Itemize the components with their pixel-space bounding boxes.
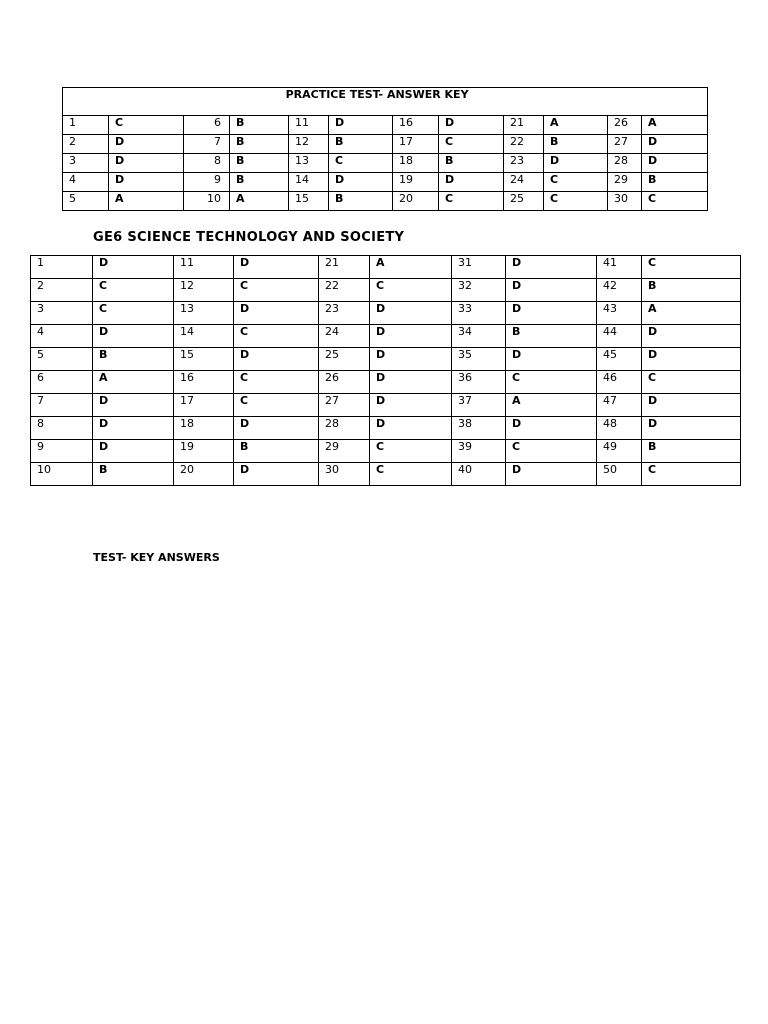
table-row	[31, 348, 741, 371]
question-number-cell: 11	[174, 256, 234, 279]
answer-cell: C	[329, 154, 393, 173]
answer-cell: C	[642, 371, 741, 394]
ge6-section-heading: GE6 SCIENCE TECHNOLOGY AND SOCIETY	[93, 230, 405, 245]
question-number-cell: 12	[289, 135, 329, 154]
answer-cell: A	[230, 192, 289, 211]
answer-cell: B	[642, 440, 741, 463]
answer-cell: A	[370, 256, 452, 279]
question-number-cell: 8	[31, 417, 93, 440]
question-number-cell: 23	[319, 302, 370, 325]
answer-cell: D	[370, 348, 452, 371]
answer-cell: C	[544, 192, 608, 211]
answer-cell: B	[642, 279, 741, 302]
question-number-cell: 14	[289, 173, 329, 192]
question-number-cell: 8	[184, 154, 230, 173]
answer-cell: D	[234, 417, 319, 440]
table-row	[31, 256, 741, 279]
question-number-cell: 10	[31, 463, 93, 486]
question-number-cell: 15	[174, 348, 234, 371]
question-number-cell: 9	[184, 173, 230, 192]
answer-cell: D	[234, 463, 319, 486]
answer-cell: D	[370, 371, 452, 394]
question-number-cell: 18	[393, 154, 439, 173]
question-number-cell: 28	[608, 154, 642, 173]
answer-cell: C	[642, 463, 741, 486]
question-number-cell: 32	[452, 279, 506, 302]
question-number-cell: 42	[597, 279, 642, 302]
answer-cell: D	[93, 256, 174, 279]
table-row	[63, 116, 708, 135]
test-key-heading: TEST- KEY ANSWERS	[93, 551, 220, 564]
question-number-cell: 47	[597, 394, 642, 417]
question-number-cell: 29	[608, 173, 642, 192]
question-number-cell: 3	[63, 154, 109, 173]
question-number-cell: 24	[319, 325, 370, 348]
question-number-cell: 10	[184, 192, 230, 211]
table-row	[63, 135, 708, 154]
question-number-cell: 50	[597, 463, 642, 486]
answer-cell: C	[506, 440, 597, 463]
answer-cell: D	[93, 325, 174, 348]
question-number-cell: 24	[504, 173, 544, 192]
answer-cell: D	[642, 325, 741, 348]
answer-cell: D	[234, 256, 319, 279]
answer-cell: D	[93, 394, 174, 417]
question-number-cell: 18	[174, 417, 234, 440]
answer-cell: B	[230, 173, 289, 192]
table-row	[63, 154, 708, 173]
question-number-cell: 2	[31, 279, 93, 302]
question-number-cell: 45	[597, 348, 642, 371]
table-row	[31, 302, 741, 325]
table-row	[31, 463, 741, 486]
question-number-cell: 23	[504, 154, 544, 173]
question-number-cell: 26	[319, 371, 370, 394]
question-number-cell: 48	[597, 417, 642, 440]
question-number-cell: 30	[608, 192, 642, 211]
question-number-cell: 25	[504, 192, 544, 211]
question-number-cell: 41	[597, 256, 642, 279]
answer-cell: D	[642, 417, 741, 440]
answer-cell: B	[544, 135, 608, 154]
answer-cell: D	[329, 173, 393, 192]
question-number-cell: 33	[452, 302, 506, 325]
question-number-cell: 22	[504, 135, 544, 154]
question-number-cell: 2	[63, 135, 109, 154]
answer-cell: B	[329, 135, 393, 154]
answer-cell: D	[506, 302, 597, 325]
question-number-cell: 20	[174, 463, 234, 486]
answer-cell: B	[93, 348, 174, 371]
table-row	[63, 173, 708, 192]
answer-cell: B	[329, 192, 393, 211]
answer-cell: A	[642, 116, 708, 135]
answer-cell: D	[109, 173, 184, 192]
answer-cell: D	[506, 256, 597, 279]
answer-cell: C	[234, 371, 319, 394]
question-number-cell: 12	[174, 279, 234, 302]
answer-cell: C	[234, 279, 319, 302]
answer-cell: D	[370, 394, 452, 417]
question-number-cell: 25	[319, 348, 370, 371]
question-number-cell: 26	[608, 116, 642, 135]
answer-cell: C	[234, 394, 319, 417]
table-row	[31, 325, 741, 348]
answer-cell: A	[109, 192, 184, 211]
answer-cell: D	[506, 348, 597, 371]
answer-cell: D	[439, 116, 504, 135]
answer-cell: B	[93, 463, 174, 486]
question-number-cell: 1	[63, 116, 109, 135]
answer-cell: B	[230, 154, 289, 173]
table-row	[63, 192, 708, 211]
table-row	[31, 440, 741, 463]
question-number-cell: 21	[319, 256, 370, 279]
answer-cell: D	[109, 135, 184, 154]
question-number-cell: 21	[504, 116, 544, 135]
question-number-cell: 28	[319, 417, 370, 440]
question-number-cell: 36	[452, 371, 506, 394]
table-row	[31, 417, 741, 440]
question-number-cell: 35	[452, 348, 506, 371]
question-number-cell: 1	[31, 256, 93, 279]
answer-cell: B	[234, 440, 319, 463]
question-number-cell: 37	[452, 394, 506, 417]
question-number-cell: 43	[597, 302, 642, 325]
question-number-cell: 19	[393, 173, 439, 192]
answer-cell: D	[642, 348, 741, 371]
answer-cell: C	[370, 440, 452, 463]
answer-cell: D	[234, 348, 319, 371]
question-number-cell: 34	[452, 325, 506, 348]
answer-cell: C	[642, 256, 741, 279]
answer-cell: D	[234, 302, 319, 325]
question-number-cell: 38	[452, 417, 506, 440]
question-number-cell: 49	[597, 440, 642, 463]
question-number-cell: 7	[31, 394, 93, 417]
answer-cell: D	[642, 154, 708, 173]
answer-cell: D	[642, 135, 708, 154]
question-number-cell: 27	[319, 394, 370, 417]
answer-cell: D	[93, 417, 174, 440]
answer-cell: B	[642, 173, 708, 192]
answer-cell: C	[544, 173, 608, 192]
answer-cell: D	[642, 394, 741, 417]
question-number-cell: 30	[319, 463, 370, 486]
question-number-cell: 6	[184, 116, 230, 135]
question-number-cell: 20	[393, 192, 439, 211]
question-number-cell: 14	[174, 325, 234, 348]
answer-cell: C	[506, 371, 597, 394]
answer-cell: D	[370, 417, 452, 440]
question-number-cell: 11	[289, 116, 329, 135]
question-number-cell: 27	[608, 135, 642, 154]
answer-cell: A	[93, 371, 174, 394]
answer-cell: C	[234, 325, 319, 348]
question-number-cell: 13	[289, 154, 329, 173]
answer-cell: C	[439, 192, 504, 211]
answer-cell: C	[439, 135, 504, 154]
answer-cell: B	[230, 135, 289, 154]
practice-test-title: PRACTICE TEST- ANSWER KEY	[63, 88, 708, 116]
answer-cell: D	[439, 173, 504, 192]
answer-cell: B	[506, 325, 597, 348]
question-number-cell: 16	[393, 116, 439, 135]
question-number-cell: 29	[319, 440, 370, 463]
answer-cell: C	[93, 302, 174, 325]
question-number-cell: 15	[289, 192, 329, 211]
question-number-cell: 19	[174, 440, 234, 463]
question-number-cell: 9	[31, 440, 93, 463]
ge6-answer-table	[30, 255, 741, 486]
question-number-cell: 31	[452, 256, 506, 279]
answer-cell: A	[544, 116, 608, 135]
answer-cell: A	[506, 394, 597, 417]
table-row	[31, 279, 741, 302]
question-number-cell: 5	[31, 348, 93, 371]
question-number-cell: 7	[184, 135, 230, 154]
question-number-cell: 17	[393, 135, 439, 154]
answer-cell: D	[544, 154, 608, 173]
question-number-cell: 5	[63, 192, 109, 211]
answer-cell: C	[370, 279, 452, 302]
answer-cell: B	[230, 116, 289, 135]
answer-cell: C	[109, 116, 184, 135]
question-number-cell: 13	[174, 302, 234, 325]
answer-cell: D	[506, 463, 597, 486]
answer-cell: D	[370, 302, 452, 325]
question-number-cell: 4	[31, 325, 93, 348]
question-number-cell: 46	[597, 371, 642, 394]
question-number-cell: 39	[452, 440, 506, 463]
answer-cell: C	[370, 463, 452, 486]
practice-test-answer-table	[62, 87, 708, 211]
question-number-cell: 16	[174, 371, 234, 394]
table-row	[31, 371, 741, 394]
question-number-cell: 22	[319, 279, 370, 302]
answer-cell: D	[506, 417, 597, 440]
answer-cell: D	[329, 116, 393, 135]
question-number-cell: 4	[63, 173, 109, 192]
answer-cell: D	[93, 440, 174, 463]
question-number-cell: 44	[597, 325, 642, 348]
answer-cell: D	[109, 154, 184, 173]
question-number-cell: 6	[31, 371, 93, 394]
answer-cell: A	[642, 302, 741, 325]
answer-cell: D	[506, 279, 597, 302]
question-number-cell: 40	[452, 463, 506, 486]
answer-cell: C	[93, 279, 174, 302]
question-number-cell: 17	[174, 394, 234, 417]
answer-cell: C	[642, 192, 708, 211]
table-row	[31, 394, 741, 417]
question-number-cell: 3	[31, 302, 93, 325]
answer-cell: B	[439, 154, 504, 173]
answer-cell: D	[370, 325, 452, 348]
